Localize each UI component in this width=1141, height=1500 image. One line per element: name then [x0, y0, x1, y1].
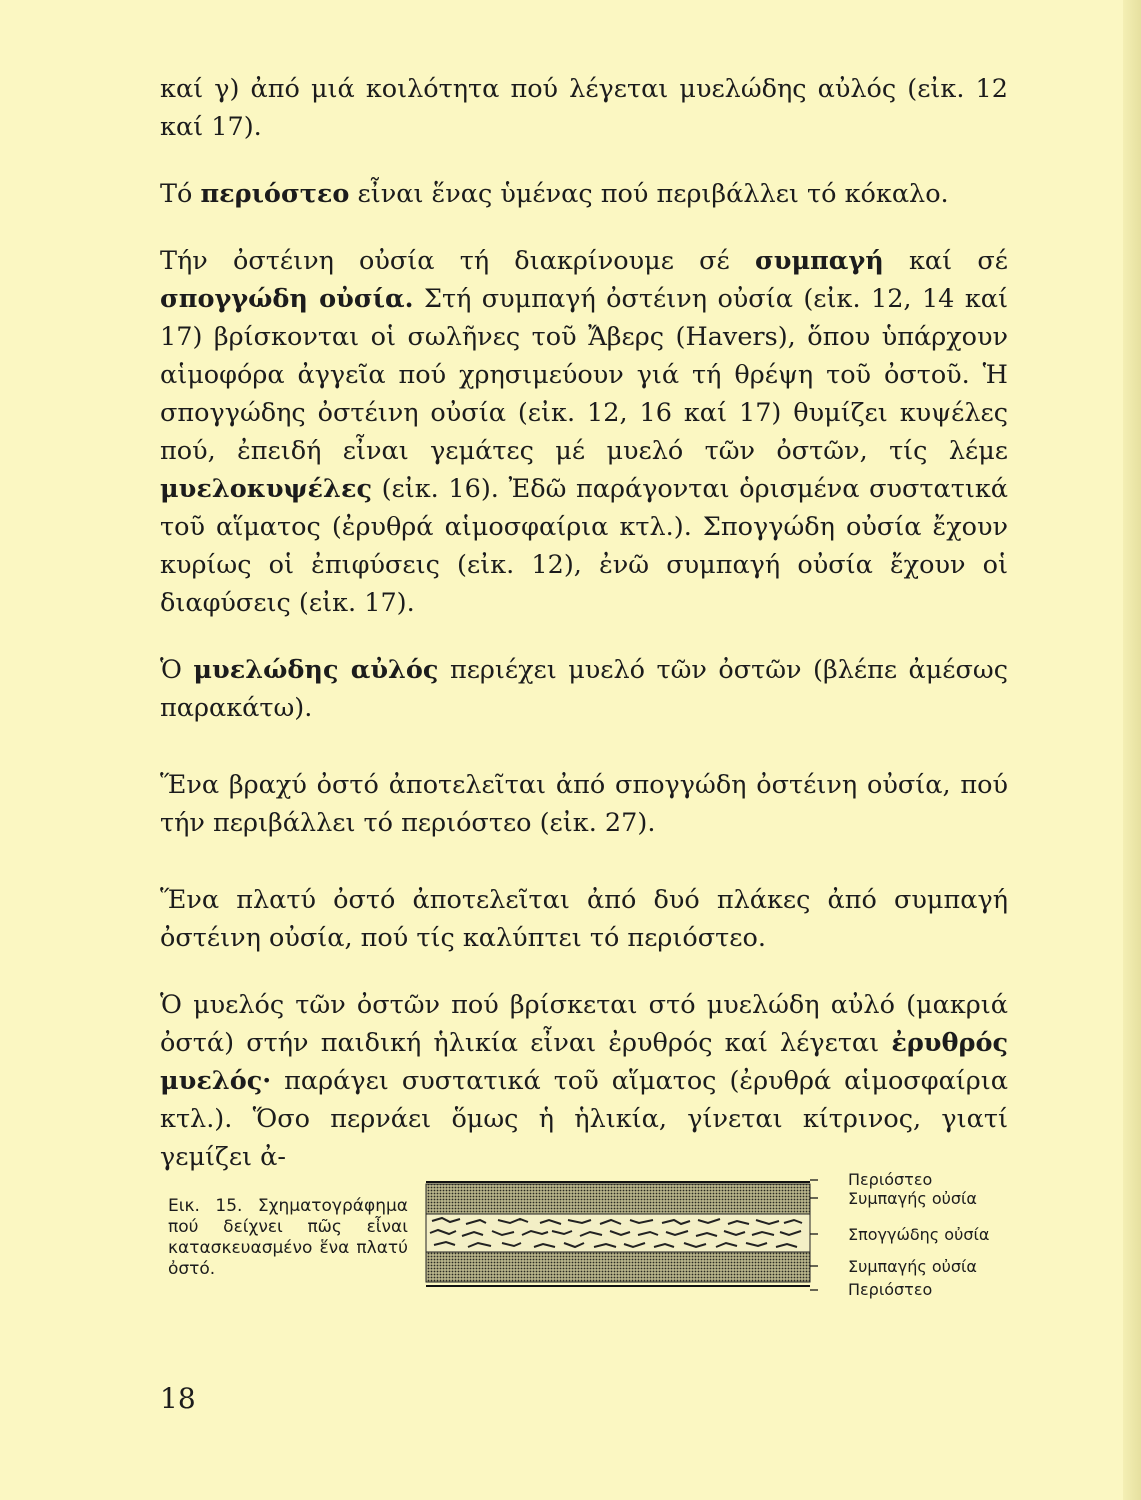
label-compact-bottom: Συμπαγής οὐσία	[848, 1257, 977, 1276]
figure-caption: Εικ. 15. Σχηματογράφημα πού δείχνει πῶς εἶναι κατασκευασμένο ἕνα πλατύ ὀστό.	[168, 1196, 408, 1279]
term-medullary-cavity: μυελώδης αὐλός	[193, 655, 439, 685]
paragraph-5: Ἕνα βραχύ ὀστό ἀποτελεῖται ἀπό σπογγώδη ὀστέινη οὐσία, πού τήν περιβάλλει τό περιόστεο (εἰκ. 27).	[160, 770, 1008, 838]
term-red-marrow: ἐρυθρός μυελός·	[160, 1028, 1008, 1096]
page-number: 18	[160, 1382, 196, 1415]
label-compact-top: Συμπαγής οὐσία	[848, 1189, 977, 1208]
term-periosteum: περιόστεο	[200, 179, 350, 209]
compact-layer-bottom	[426, 1252, 810, 1282]
term-spongy-substance: σπογγώδη οὐσία.	[160, 284, 414, 314]
term-compact: συμπαγή	[754, 246, 884, 276]
flat-bone-diagram	[418, 1168, 818, 1304]
paragraph-3: Τήν ὀστέινη οὐσία τή διακρίνουμε σέ συμπαγή καί σέ σπογγώδη οὐσία. Στή συμπαγή ὀστέινη οὐσία (εἰκ. 12, 14 καί 17) βρίσκονται οἱ σωλῆνες τοῦ Ἄβερς (Havers), ὅπου ὑπάρχουν αἱμοφόρα ἀγγεῖα πού χρησιμεύουν γιά τή θρέψη τοῦ ὀστοῦ. Ἡ σπογγώδης ὀστέινη οὐσία (εἰκ. 12, 16 καί 17) θυμίζει κυψέλες πού, ἐπειδή εἶναι γεμάτες μέ μυελό τῶν ὀστῶν, τίς λέμε μυελοκυψέλες (εἰκ. 16). Ἐδῶ παράγονται ὁρισμένα συστατικά τοῦ αἵματος (ἐρυθρά αἱμοσφαίρια κτλ.). Σπογγώδη οὐσία ἔχουν κυρίως οἱ ἐπιφύσεις (εἰκ. 12), ἐνῶ συμπαγή οὐσία ἔχουν οἱ διαφύσεις (εἰκ. 17).	[160, 246, 1008, 618]
label-periosteum-bottom: Περιόστεο	[848, 1280, 933, 1299]
page-spine-shadow	[1123, 0, 1141, 1500]
compact-layer-top	[426, 1184, 810, 1214]
body-text	[160, 70, 1008, 1205]
paragraph-4: Ὁ μυελώδης αὐλός περιέχει μυελό τῶν ὀστῶν (βλέπε ἀμέσως παρακάτω).	[160, 655, 1008, 723]
paragraph-1: καί γ) ἀπό μιά κοιλότητα πού λέγεται μυελώδης αὐλός (εἰκ. 12 καί 17).	[160, 74, 1008, 142]
paragraph-7: Ὁ μυελός τῶν ὀστῶν πού βρίσκεται στό μυελώδη αὐλό (μακριά ὀστά) στήν παιδική ἡλικία εἶναι ἐρυθρός καί λέγεται ἐρυθρός μυελός· παράγει συστατικά τοῦ αἵματος (ἐρυθρά αἱμοσφαίρια κτλ.). Ὅσο περνάει ὅμως ἡ ἡλικία, γίνεται κίτρινος, γιατί γεμίζει ἀ-	[160, 990, 1008, 1172]
term-marrow-cells: μυελοκυψέλες	[160, 474, 372, 504]
label-periosteum-top: Περιόστεο	[848, 1170, 933, 1189]
spongy-layer	[426, 1214, 810, 1252]
paragraph-6: Ἕνα πλατύ ὀστό ἀποτελεῖται ἀπό δυό πλάκες ἀπό συμπαγή ὀστέινη οὐσία, πού τίς καλύπτει τό περιόστεο.	[160, 885, 1008, 953]
paragraph-2: Τό περιόστεο εἶναι ἕνας ὑμένας πού περιβάλλει τό κόκαλο.	[160, 179, 949, 209]
label-spongy: Σπογγώδης οὐσία	[848, 1225, 990, 1244]
